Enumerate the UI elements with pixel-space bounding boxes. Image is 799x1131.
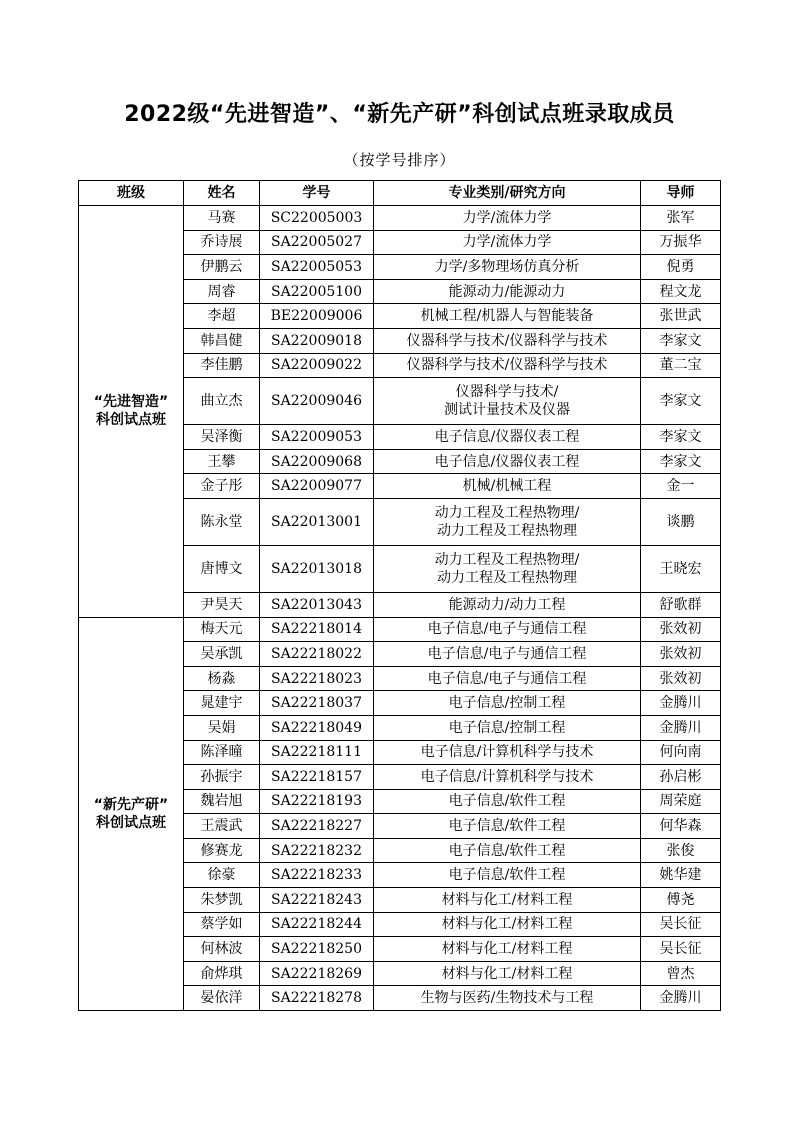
student-name-cell: 孙振宇	[184, 765, 260, 790]
advisor-cell: 金腾川	[641, 715, 721, 740]
advisor-cell: 吴长征	[641, 937, 721, 962]
student-name-cell: 唐博文	[184, 545, 260, 592]
major-line: 仪器科学与技术/仪器科学与技术	[406, 357, 608, 374]
major-cell	[374, 206, 641, 231]
student-id-cell: SA22009022	[260, 353, 374, 378]
major-line: 测试计量技术及仪器	[444, 402, 570, 419]
class-name-line: “新先产研”	[93, 796, 169, 813]
advisor-cell: 孙启彬	[641, 765, 721, 790]
student-name-cell: 马赛	[184, 206, 260, 231]
major-line: 电子信息/电子与通信工程	[427, 645, 587, 662]
major-cell	[374, 545, 641, 592]
major-cell	[374, 378, 641, 425]
major-line: 材料与化工/材料工程	[441, 965, 573, 982]
student-id-cell: SA22005053	[260, 255, 374, 280]
major-line: 仪器科学与技术/	[455, 384, 559, 401]
header-student-id: 学号	[260, 181, 374, 206]
advisor-cell: 张俊	[641, 838, 721, 863]
major-line: 电子信息/软件工程	[448, 842, 566, 859]
major-cell	[374, 765, 641, 790]
student-id-cell: SA22218023	[260, 666, 374, 691]
major-line: 能源动力/动力工程	[448, 596, 566, 613]
major-cell	[374, 255, 641, 280]
student-id-cell: BE22009006	[260, 304, 374, 329]
student-id-cell: SA22218193	[260, 789, 374, 814]
student-name-cell: 伊鹏云	[184, 255, 260, 280]
advisor-cell: 金腾川	[641, 986, 721, 1011]
advisor-cell: 李家文	[641, 425, 721, 450]
student-id-cell: SA22013043	[260, 592, 374, 617]
major-cell	[374, 888, 641, 913]
student-id-cell: SC22005003	[260, 206, 374, 231]
class-name-line: 科创试点班	[96, 412, 166, 429]
major-cell	[374, 617, 641, 642]
advisor-cell: 傅尧	[641, 888, 721, 913]
major-line: 电子信息/软件工程	[448, 818, 566, 835]
major-cell	[374, 789, 641, 814]
header-name: 姓名	[184, 181, 260, 206]
major-line: 电子信息/计算机科学与技术	[420, 744, 594, 761]
major-cell	[374, 474, 641, 499]
student-name-cell: 梅天元	[184, 617, 260, 642]
table-row	[79, 206, 721, 231]
major-cell	[374, 592, 641, 617]
student-id-cell: SA22009018	[260, 328, 374, 353]
student-name-cell: 陈泽曈	[184, 740, 260, 765]
student-name-cell: 王震武	[184, 814, 260, 839]
major-line: 仪器科学与技术/仪器科学与技术	[406, 332, 608, 349]
student-id-cell: SA22009077	[260, 474, 374, 499]
major-cell	[374, 498, 641, 545]
major-cell	[374, 230, 641, 255]
student-id-cell: SA22009053	[260, 425, 374, 450]
student-name-cell: 李佳鹏	[184, 353, 260, 378]
major-cell	[374, 666, 641, 691]
major-cell	[374, 691, 641, 716]
student-name-cell: 徐豪	[184, 863, 260, 888]
major-cell	[374, 425, 641, 450]
student-name-cell: 乔诗展	[184, 230, 260, 255]
student-name-cell: 陈永堂	[184, 498, 260, 545]
student-id-cell: SA22013001	[260, 498, 374, 545]
advisor-cell: 倪勇	[641, 255, 721, 280]
major-line: 动力工程及工程热物理	[437, 522, 577, 539]
student-id-cell: SA22218157	[260, 765, 374, 790]
student-id-cell: SA22218111	[260, 740, 374, 765]
student-id-cell: SA22218014	[260, 617, 374, 642]
student-name-cell: 晁建宇	[184, 691, 260, 716]
student-name-cell: 修赛龙	[184, 838, 260, 863]
student-id-cell: SA22218278	[260, 986, 374, 1011]
advisor-cell: 张军	[641, 206, 721, 231]
header-advisor: 导师	[641, 181, 721, 206]
student-name-cell: 杨淼	[184, 666, 260, 691]
student-name-cell: 王攀	[184, 449, 260, 474]
student-id-cell: SA22218022	[260, 642, 374, 667]
student-name-cell: 晏依洋	[184, 986, 260, 1011]
student-id-cell: SA22005027	[260, 230, 374, 255]
student-name-cell: 俞烨琪	[184, 961, 260, 986]
major-cell	[374, 912, 641, 937]
major-cell	[374, 715, 641, 740]
major-line: 材料与化工/材料工程	[441, 916, 573, 933]
major-line: 电子信息/控制工程	[448, 695, 566, 712]
major-line: 力学/流体力学	[462, 234, 552, 251]
student-id-cell: SA22009046	[260, 378, 374, 425]
major-cell	[374, 449, 641, 474]
major-line: 能源动力/能源动力	[448, 283, 566, 300]
student-name-cell: 金子彤	[184, 474, 260, 499]
table-row	[79, 617, 721, 642]
advisor-cell: 吴长征	[641, 912, 721, 937]
student-name-cell: 韩昌健	[184, 328, 260, 353]
major-line: 动力工程及工程热物理/	[434, 551, 580, 568]
advisor-cell: 李家文	[641, 328, 721, 353]
advisor-cell: 周荣庭	[641, 789, 721, 814]
major-line: 力学/流体力学	[462, 209, 552, 226]
advisor-cell: 张效初	[641, 642, 721, 667]
student-name-cell: 李超	[184, 304, 260, 329]
major-line: 动力工程及工程热物理/	[434, 504, 580, 521]
student-name-cell: 朱梦凯	[184, 888, 260, 913]
header-major: 专业类别/研究方向	[374, 181, 641, 206]
student-name-cell: 何林波	[184, 937, 260, 962]
major-line: 电子信息/计算机科学与技术	[420, 768, 594, 785]
advisor-cell: 程文龙	[641, 279, 721, 304]
student-id-cell: SA22013018	[260, 545, 374, 592]
table-body	[79, 206, 721, 1011]
major-cell	[374, 937, 641, 962]
major-cell	[374, 279, 641, 304]
advisor-cell: 李家文	[641, 378, 721, 425]
advisor-cell: 王晓宏	[641, 545, 721, 592]
major-line: 力学/多物理场仿真分析	[434, 258, 580, 275]
class-name-line: “先进智造”	[93, 394, 169, 411]
advisor-cell: 万振华	[641, 230, 721, 255]
advisor-cell: 张世武	[641, 304, 721, 329]
major-line: 生物与医药/生物技术与工程	[420, 990, 594, 1007]
class-group-cell	[79, 206, 184, 618]
student-name-cell: 蔡学如	[184, 912, 260, 937]
major-cell	[374, 304, 641, 329]
student-id-cell: SA22218243	[260, 888, 374, 913]
student-name-cell: 吴承凯	[184, 642, 260, 667]
admission-table	[78, 180, 721, 1011]
student-name-cell: 魏岩旭	[184, 789, 260, 814]
major-line: 电子信息/控制工程	[448, 719, 566, 736]
major-line: 电子信息/仪器仪表工程	[434, 428, 580, 445]
major-line: 材料与化工/材料工程	[441, 891, 573, 908]
student-id-cell: SA22009068	[260, 449, 374, 474]
advisor-cell: 何向南	[641, 740, 721, 765]
student-name-cell: 吴泽衡	[184, 425, 260, 450]
student-name-cell: 尹昊天	[184, 592, 260, 617]
advisor-cell: 董二宝	[641, 353, 721, 378]
advisor-cell: 舒歌群	[641, 592, 721, 617]
student-id-cell: SA22218250	[260, 937, 374, 962]
advisor-cell: 金一	[641, 474, 721, 499]
student-id-cell: SA22218037	[260, 691, 374, 716]
advisor-cell: 曾杰	[641, 961, 721, 986]
major-cell	[374, 740, 641, 765]
major-cell	[374, 961, 641, 986]
student-id-cell: SA22005100	[260, 279, 374, 304]
advisor-cell: 张效初	[641, 617, 721, 642]
student-id-cell: SA22218233	[260, 863, 374, 888]
major-line: 材料与化工/材料工程	[441, 941, 573, 958]
student-id-cell: SA22218049	[260, 715, 374, 740]
table-header-row	[79, 181, 721, 206]
student-name-cell: 吴娟	[184, 715, 260, 740]
major-cell	[374, 642, 641, 667]
student-id-cell: SA22218232	[260, 838, 374, 863]
advisor-cell: 何华森	[641, 814, 721, 839]
student-name-cell: 周睿	[184, 279, 260, 304]
major-cell	[374, 814, 641, 839]
student-id-cell: SA22218269	[260, 961, 374, 986]
page-title: 2022级“先进智造”、“新先产研”科创试点班录取成员	[124, 102, 675, 127]
major-line: 电子信息/仪器仪表工程	[434, 453, 580, 470]
major-line: 动力工程及工程热物理	[437, 569, 577, 586]
major-cell	[374, 328, 641, 353]
advisor-cell: 姚华建	[641, 863, 721, 888]
student-id-cell: SA22218244	[260, 912, 374, 937]
major-cell	[374, 986, 641, 1011]
major-line: 电子信息/软件工程	[448, 867, 566, 884]
advisor-cell: 张效初	[641, 666, 721, 691]
major-cell	[374, 838, 641, 863]
advisor-cell: 李家文	[641, 449, 721, 474]
header-class: 班级	[79, 181, 184, 206]
major-line: 电子信息/软件工程	[448, 793, 566, 810]
major-cell	[374, 863, 641, 888]
major-line: 电子信息/电子与通信工程	[427, 621, 587, 638]
class-name-line: 科创试点班	[96, 814, 166, 831]
major-line: 电子信息/电子与通信工程	[427, 670, 587, 687]
student-id-cell: SA22218227	[260, 814, 374, 839]
major-cell	[374, 353, 641, 378]
major-line: 机械工程/机器人与智能装备	[420, 308, 594, 325]
advisor-cell: 金腾川	[641, 691, 721, 716]
student-name-cell: 曲立杰	[184, 378, 260, 425]
major-line: 机械/机械工程	[462, 478, 552, 495]
class-group-cell	[79, 617, 184, 1011]
advisor-cell: 谈鹏	[641, 498, 721, 545]
page-subtitle: （按学号排序）	[343, 151, 456, 169]
